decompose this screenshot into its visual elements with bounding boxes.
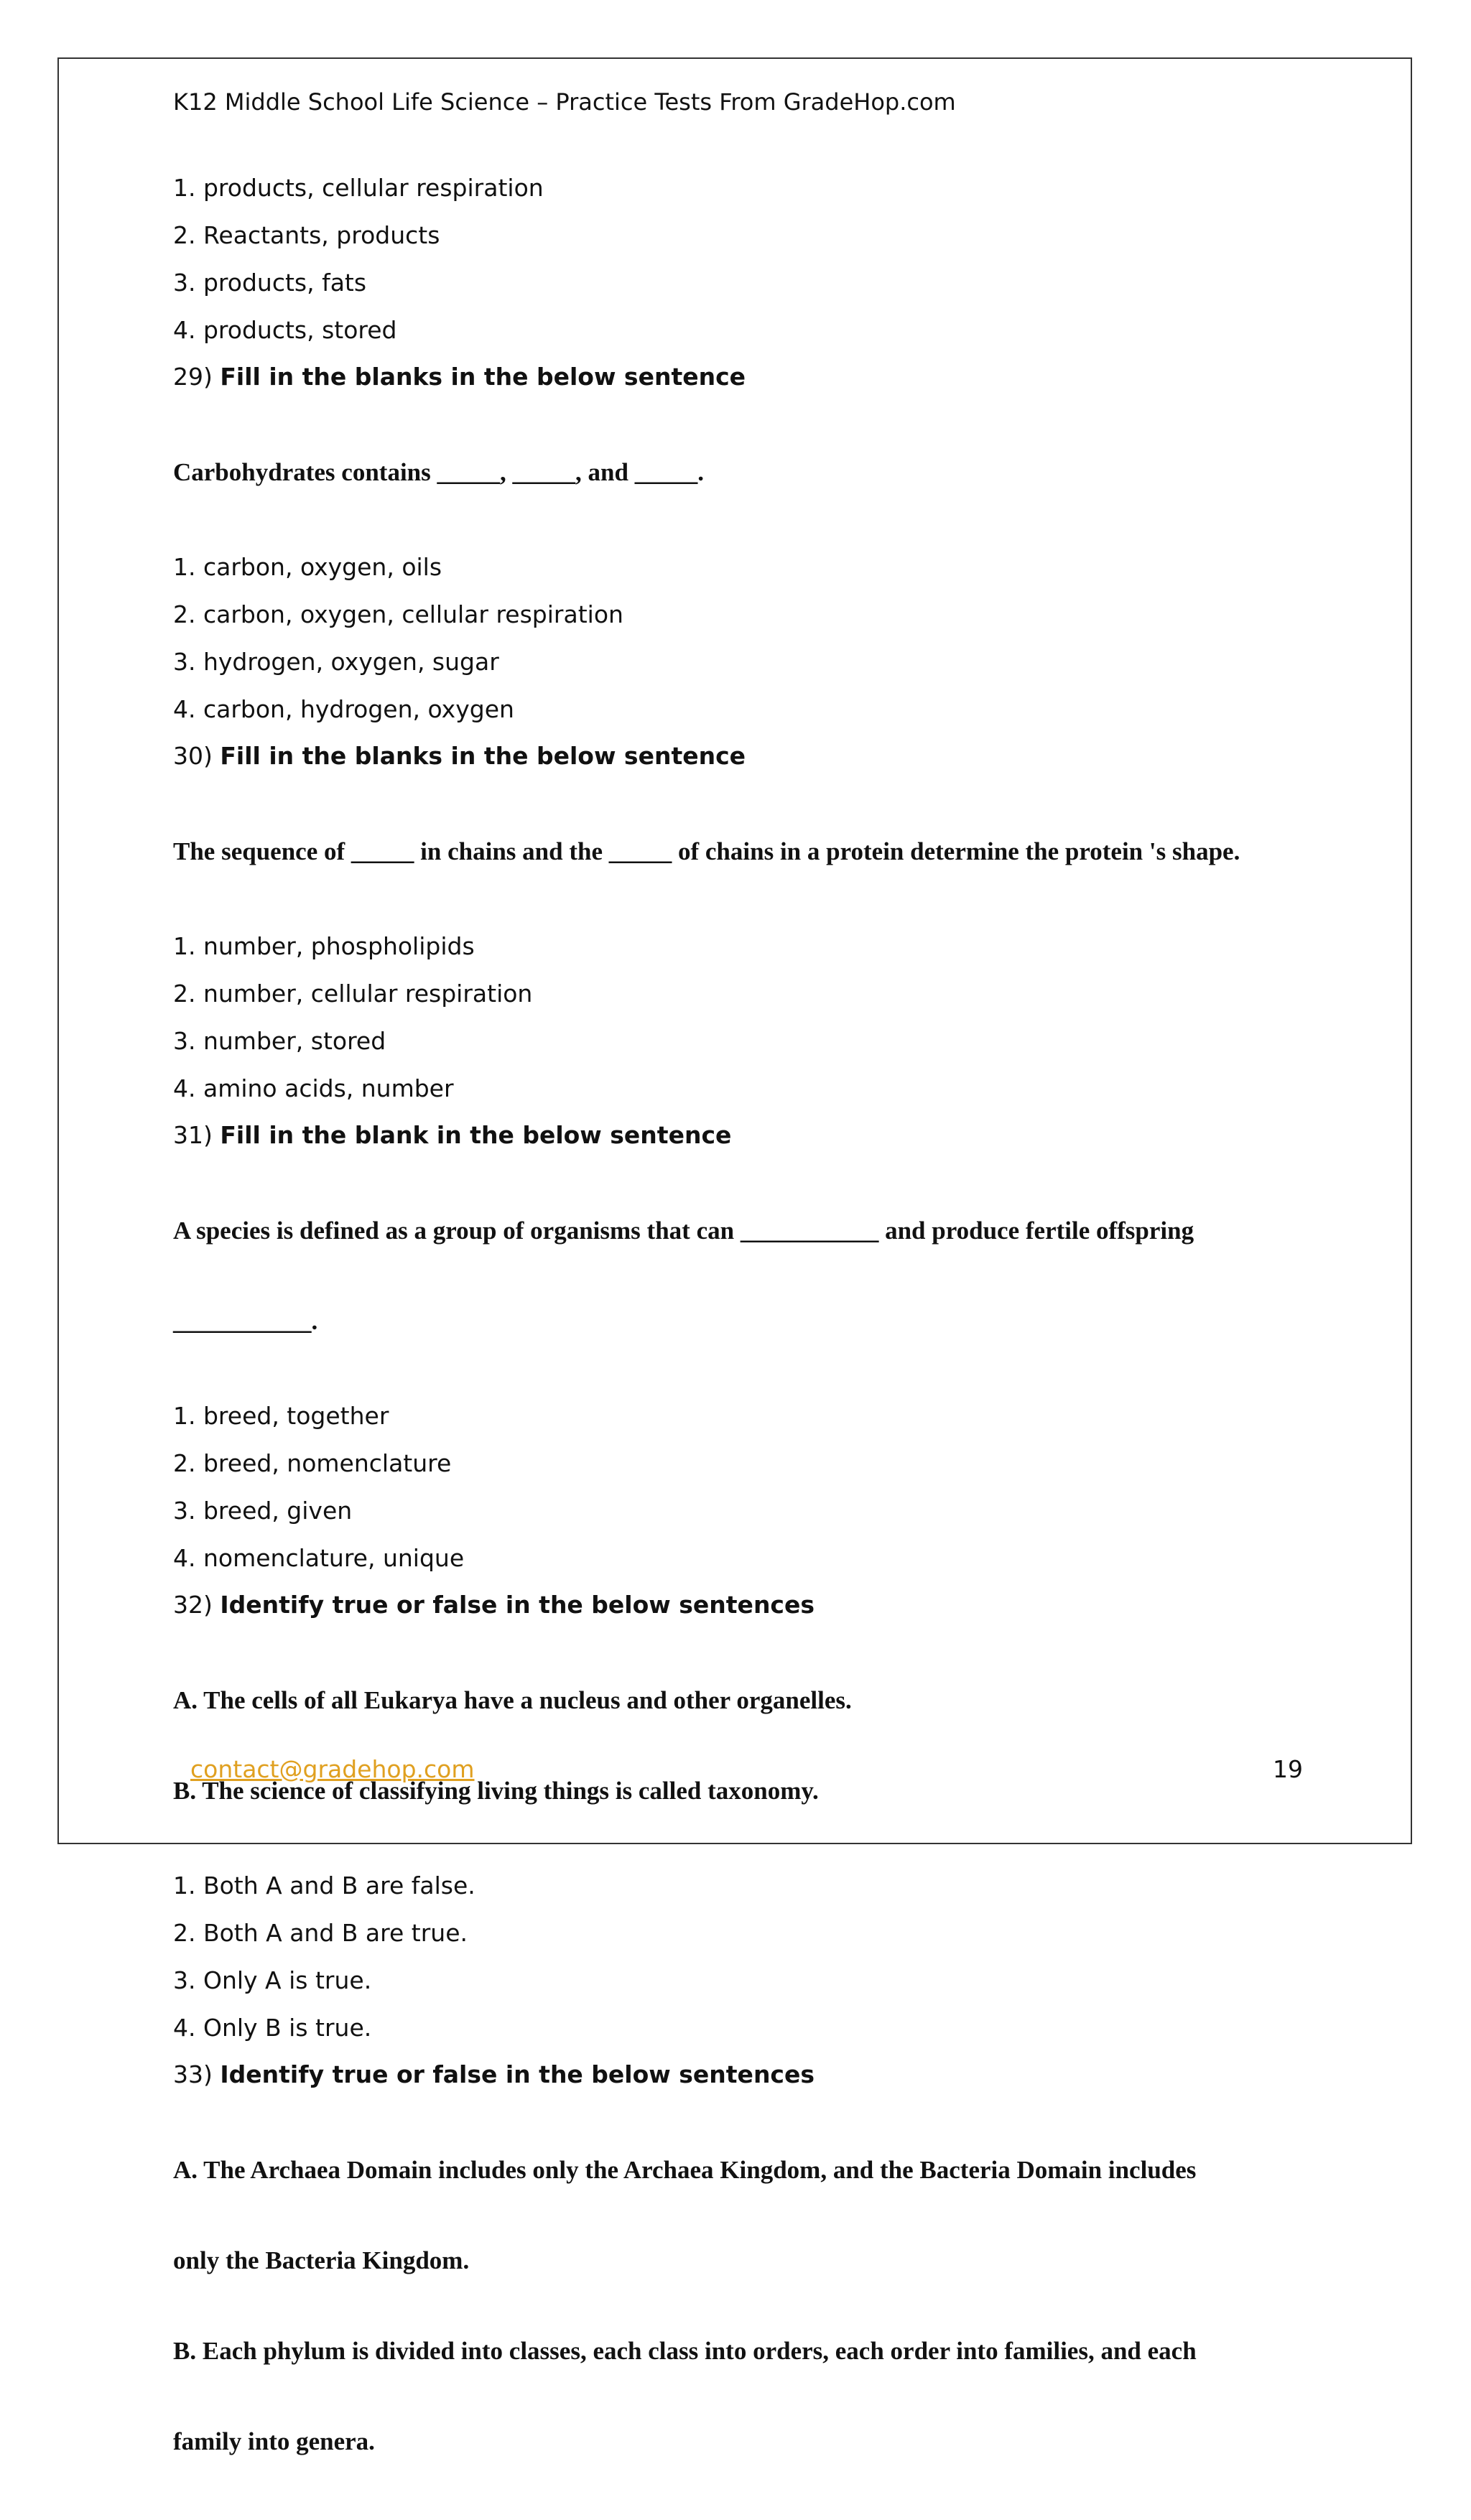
question-number: 32) (173, 1591, 221, 1619)
page-header: K12 Middle School Life Science – Practice Tests From GradeHop.com (173, 88, 956, 116)
sentence-line: A species is defined as a group of organisms that can ___________ and produce fertile offspring (173, 1217, 1194, 1245)
sentence-line: B. The science of classifying living things is called taxonomy. (173, 1777, 819, 1805)
sentence-line: A. The Archaea Domain includes only the Archaea Kingdom, and the Bacteria Domain includes (173, 2156, 1197, 2184)
answer-option: 3. products, fats (173, 269, 367, 297)
question-number: 31) (173, 1121, 221, 1149)
question-sentence (173, 2095, 1337, 2517)
answer-option: 4. carbon, hydrogen, oxygen (173, 695, 514, 723)
page-number: 19 (1273, 1755, 1303, 1783)
answer-option: 3. hydrogen, oxygen, sugar (173, 648, 499, 676)
question-number: 29) (173, 363, 221, 391)
question-instruction: Fill in the blank in the below sentence (220, 1121, 732, 1149)
question-31 (173, 1120, 1337, 1575)
question-prompt (173, 740, 1337, 772)
answer-option: 1. breed, together (173, 1402, 389, 1430)
question-prompt (173, 2059, 1337, 2091)
answer-option: 3. number, stored (173, 1027, 386, 1055)
answer-option: 2. Both A and B are true. (173, 1919, 468, 1947)
answer-option: 1. products, cellular respiration (173, 174, 544, 202)
question-number: 30) (173, 742, 221, 770)
answer-option: 1. number, phospholipids (173, 932, 475, 960)
sentence-line: Carbohydrates contains _____, _____, and _____. (173, 458, 704, 486)
answer-option: 4. nomenclature, unique (173, 1544, 465, 1572)
answer-option: 4. amino acids, number (173, 1074, 454, 1102)
sentence-line: only the Bacteria Kingdom. (173, 2246, 470, 2274)
sentence-line: A. The cells of all Eukarya have a nucleus and other organelles. (173, 1686, 852, 1714)
question-instruction: Fill in the blanks in the below sentence (220, 742, 746, 770)
answer-option: 1. Both A and B are false. (173, 1872, 475, 1900)
question-prompt (173, 1589, 1337, 1621)
question-instruction: Fill in the blanks in the below sentence (220, 363, 746, 391)
question-sentence (173, 1625, 1337, 1866)
contact-email-link[interactable]: contact@gradehop.com (190, 1755, 475, 1783)
question-instruction: Identify true or false in the below sentences (220, 1591, 815, 1619)
answer-option: 4. products, stored (173, 316, 397, 344)
question-sentence (173, 1156, 1337, 1397)
question-33 (173, 2059, 1337, 2517)
answer-option: 4. Only B is true. (173, 2014, 372, 2042)
question-29 (173, 361, 1337, 726)
question-prompt (173, 361, 1337, 393)
answer-option: 2. breed, nomenclature (173, 1449, 452, 1477)
question-32 (173, 1589, 1337, 2045)
sentence-line: family into genera. (173, 2427, 375, 2455)
answer-option: 2. Reactants, products (173, 221, 440, 249)
answer-option: 3. breed, given (173, 1497, 353, 1525)
question-sentence (173, 397, 1337, 548)
question-sentence (173, 776, 1337, 927)
answer-option: 1. carbon, oxygen, oils (173, 553, 442, 581)
answer-option: 3. Only A is true. (173, 1966, 372, 1994)
page-content (173, 85, 1337, 2520)
sentence-line: The sequence of _____ in chains and the _____ of chains in a protein determine the protein 's shape. (173, 837, 1240, 865)
question-instruction: Identify true or false in the below sentences (220, 2060, 815, 2088)
question-30 (173, 740, 1337, 1105)
sentence-line: ___________. (173, 1307, 318, 1335)
answer-option: 2. number, cellular respiration (173, 980, 533, 1008)
question-number: 33) (173, 2060, 221, 2088)
question-prompt (173, 1120, 1337, 1151)
sentence-line: B. Each phylum is divided into classes, each class into orders, each order into families, and each (173, 2337, 1197, 2365)
question-28-options (173, 172, 1337, 347)
answer-option: 2. carbon, oxygen, cellular respiration (173, 600, 623, 628)
